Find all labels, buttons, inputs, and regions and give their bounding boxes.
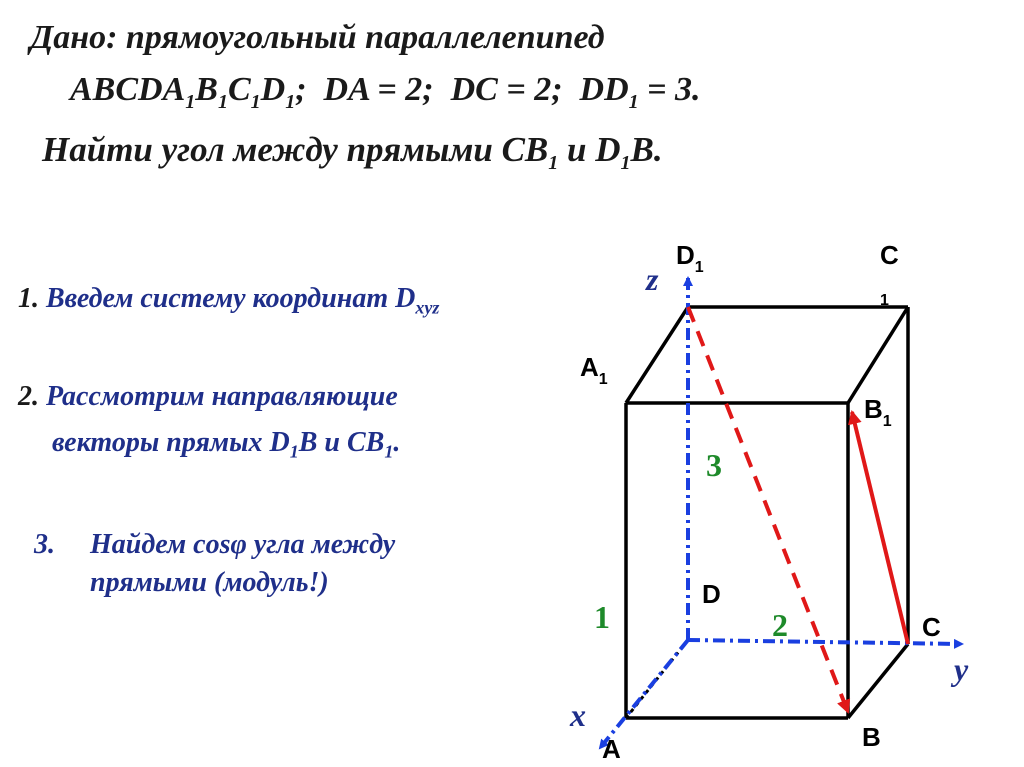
vertex-label-c1-sub: 1 xyxy=(880,292,889,309)
axis-label-x: x xyxy=(570,697,586,733)
task-sub: 1 xyxy=(620,152,631,174)
vertex-label-d: D xyxy=(702,579,721,609)
step-3-number-text: 3. xyxy=(34,529,55,560)
edge-b1-c1 xyxy=(848,307,908,403)
given-box-name: ABCDA xyxy=(70,71,186,108)
task-text: B. xyxy=(630,130,663,169)
given-sub: 1 xyxy=(285,90,296,113)
given-sub: 1 xyxy=(185,90,196,113)
axis-label-y: y xyxy=(954,651,969,687)
step-2-sub: 1 xyxy=(289,441,299,462)
step-2-text: векторы прямых D xyxy=(52,427,290,458)
edge-a1-d1 xyxy=(626,307,688,403)
given-box-name: ; xyxy=(295,71,307,108)
axis-x xyxy=(600,640,688,748)
step-3-text: Найдем cosφ угла между xyxy=(90,529,396,560)
step-2-text: . xyxy=(393,427,401,458)
given-prefix: Дано: прямоугольный параллелепипед xyxy=(30,19,605,56)
step-2-number: 2. xyxy=(18,381,39,412)
step-3-text: прямыми (модуль!) xyxy=(90,567,329,598)
given-box-name: B xyxy=(195,71,218,108)
task-text: Найти угол между прямыми CB xyxy=(42,130,549,169)
step-1-sub: xyz xyxy=(415,297,440,318)
task-sub: 1 xyxy=(548,152,559,174)
given-box-name: D xyxy=(260,71,286,108)
vertex-label-b1: $B_1$ xyxy=(864,394,892,430)
edge-b-c xyxy=(848,644,908,718)
given-dc: DC = 2; xyxy=(450,71,563,108)
vertex-label-a1: $A_1$ xyxy=(580,352,608,388)
box-edges xyxy=(626,307,908,718)
step-2-text: Рассмотрим направляющие xyxy=(39,381,398,412)
given-da: DA = 2; xyxy=(323,71,434,108)
step-2-sub: 1 xyxy=(384,441,394,462)
vertex-label-c1: C xyxy=(880,240,899,270)
given-sub: 1 xyxy=(217,90,228,113)
length-label-da: 1 xyxy=(594,599,610,635)
step-1-text: Введем систему координат D xyxy=(39,283,416,314)
vertex-label-a: A xyxy=(602,734,621,764)
task-text: и D xyxy=(558,130,621,169)
given-sub: 1 xyxy=(250,90,261,113)
vertex-label-c: C xyxy=(922,612,941,642)
given-dd1-sub: 1 xyxy=(628,90,639,113)
axis-y xyxy=(688,640,962,644)
given-box-name: C xyxy=(227,71,251,108)
given-dd1-value: = 3. xyxy=(638,71,701,108)
step-2-text: B и CB xyxy=(298,427,385,458)
vertex-label-d1: $D_1$ xyxy=(676,240,704,276)
vector-c-b1 xyxy=(852,412,908,644)
step-1-number: 1. xyxy=(18,283,39,314)
length-label-dd1: 3 xyxy=(706,447,722,483)
vector-d1-b xyxy=(688,307,848,712)
length-label-dc: 2 xyxy=(772,607,788,643)
axis-label-z: z xyxy=(646,261,659,297)
vertex-label-b: B xyxy=(862,722,881,752)
given-dd1-main: DD xyxy=(579,71,629,108)
